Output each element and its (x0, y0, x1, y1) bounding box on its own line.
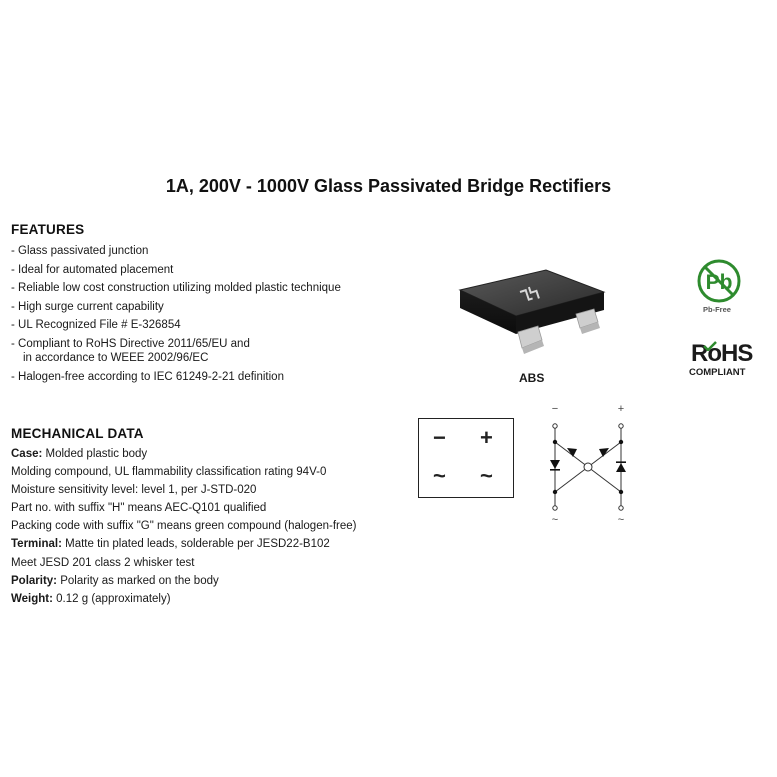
pb-free-label: Pb-Free (703, 305, 731, 314)
mechanical-row-text: Meet JESD 201 class 2 whisker test (11, 556, 195, 569)
package-label: ABS (519, 371, 545, 385)
pb-free-icon (693, 258, 745, 306)
features-list (11, 242, 341, 387)
abs-package-image (452, 262, 612, 364)
circuit-label-ac1: ~ (551, 514, 559, 526)
mechanical-row-text: Moisture sensitivity level: level 1, per J-STD-020 (11, 484, 257, 497)
mechanical-row-text: Molded plastic body (42, 448, 148, 460)
mechanical-row (11, 499, 356, 517)
circuit-label-minus: − (551, 403, 559, 415)
mechanical-row (11, 463, 356, 481)
mechanical-row (11, 535, 356, 553)
mechanical-row-text: Matte tin plated leads, solderable per JESD22-B102 (61, 538, 330, 551)
feature-item-line: - Compliant to RoHS Directive 2011/65/EU and (11, 337, 250, 350)
circuit-label-plus: + (617, 403, 625, 415)
pinout-ac1: ~ (433, 463, 446, 488)
mechanical-row (11, 554, 356, 572)
mechanical-list (11, 445, 356, 608)
mechanical-row-label: Terminal: (11, 538, 62, 551)
feature-item: - Halogen-free according to IEC 61249-2-21 definition (11, 370, 284, 383)
feature-item: - High surge current capability (11, 300, 164, 313)
pinout-minus: − (433, 425, 446, 450)
mechanical-row (11, 445, 356, 463)
rohs-compliant-label: COMPLIANT (689, 367, 746, 378)
mechanical-row-label: Polarity: (11, 574, 58, 587)
features-heading: FEATURES (11, 222, 85, 237)
feature-item-line: in accordance to WEEE 2002/96/EC (23, 351, 209, 364)
page-title: 1A, 200V - 1000V Glass Passivated Bridge Rectifiers (165, 176, 612, 196)
mechanical-heading: MECHANICAL DATA (11, 426, 144, 441)
feature-item (11, 335, 341, 368)
circuit-label-ac2: ~ (617, 514, 625, 526)
pinout-diagram (418, 418, 514, 498)
mechanical-row-label: Case: (11, 448, 43, 460)
mechanical-row-text: Molding compound, UL flammability classification rating 94V-0 (11, 466, 327, 479)
rohs-check-icon (703, 341, 717, 351)
feature-item: - UL Recognized File # E-326854 (11, 319, 181, 332)
mechanical-row (11, 572, 356, 590)
mechanical-row-text: 0.12 g (approximately) (52, 592, 171, 605)
mechanical-row-text: Part no. with suffix "H" means AEC-Q101 qualified (11, 502, 267, 515)
pb-badge-text: Pb (705, 271, 733, 294)
rohs-logo-text: RoHS (691, 340, 753, 367)
mechanical-row-text: Polarity as marked on the body (57, 574, 219, 587)
bridge-circuit-diagram (545, 402, 631, 526)
mechanical-row (11, 481, 356, 499)
feature-item: - Reliable low cost construction utilizing molded plastic technique (11, 282, 341, 295)
mechanical-row-label: Weight: (11, 592, 53, 605)
pinout-ac2: ~ (480, 463, 493, 488)
mechanical-row (11, 590, 356, 608)
feature-item: - Glass passivated junction (11, 245, 149, 257)
feature-item: - Ideal for automated placement (11, 263, 174, 276)
mechanical-row-text: Packing code with suffix "G" means green compound (halogen-free) (11, 520, 357, 533)
pinout-plus: + (480, 425, 493, 450)
mechanical-row (11, 517, 356, 535)
